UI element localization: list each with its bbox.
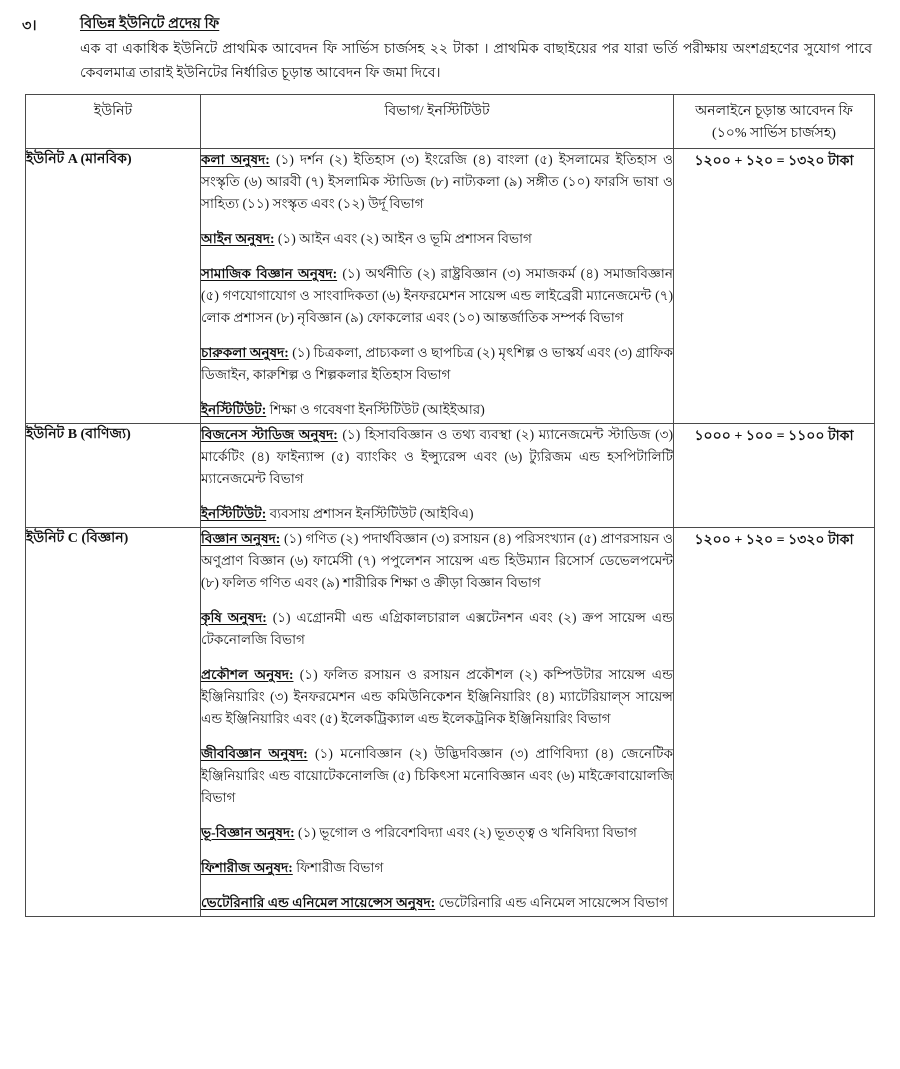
table-row [26,424,875,528]
unit-cell [26,424,201,528]
faculty-group [201,424,673,490]
department-list: শিক্ষা ও গবেষণা ইনস্টিটিউট (আইইআর) [266,402,485,418]
unit-letter: C [67,531,78,547]
faculty-label: আইন অনুষদ: [201,231,275,247]
faculty-group [201,342,673,386]
table-head [26,95,875,149]
faculty-label: ফিশারীজ অনুষদ: [201,860,293,876]
faculty-group [201,399,673,421]
department-list: (১) ভূগোল ও পরিবেশবিদ্যা এবং (২) ভূতত্ত্ব ও খনিবিদ্যা বিভাগ [294,825,637,841]
faculty-label: ভেটেরিনারি এন্ড এনিমেল সায়েন্সেস অনুষদ: [201,895,436,911]
column-header-fee [674,95,875,149]
unit-suffix: (মানবিক) [77,152,132,167]
faculty-label: প্রকৌশল অনুষদ: [201,667,294,683]
faculty-group [201,743,673,809]
faculty-group [201,503,673,525]
department-cell [201,528,674,917]
faculty-label: সামাজিক বিজ্ঞান অনুষদ: [201,266,338,282]
heading-block [0,0,900,86]
faculty-label: ভূ-বিজ্ঞান অনুষদ: [201,825,295,841]
department-list: (১) চিত্রকলা, প্রাচ্যকলা ও ছাপচিত্র (২) মৃৎশিল্প ও ভাস্কর্য এবং (৩) গ্রাফিক ডিজাইন, কারুশিল্প ও শিল্পকলার ইতিহাস বিভাগ [201,345,673,383]
faculty-group [201,228,673,250]
column-header-unit-label: ইউনিট [93,104,133,119]
fee-cell: ১০০০ + ১০০ = ১১০০ টাকা [674,424,875,528]
faculty-label: চারুকলা অনুষদ: [201,345,289,361]
unit-prefix: ইউনিট [26,427,68,443]
unit-suffix: (বিজ্ঞান) [77,531,129,547]
faculty-label: ইনস্টিটিউট: [201,402,267,418]
department-cell [201,149,674,424]
unit-suffix: (বাণিজ্য) [77,427,131,443]
unit-prefix: ইউনিট [26,531,68,547]
unit-cell [26,149,201,424]
column-header-department-label: বিভাগ/ ইনস্টিটিউট [384,104,490,119]
unit-letter: A [67,152,78,167]
faculty-label: বিজ্ঞান অনুষদ: [201,531,281,547]
faculty-label: কৃষি অনুষদ: [201,610,267,626]
faculty-group [201,149,673,215]
column-header-department [201,95,674,149]
fee-table [25,94,875,917]
table-row [26,528,875,917]
faculty-group [201,892,673,914]
department-cell [201,424,674,528]
table-header-row [26,95,875,149]
department-list: ভেটেরিনারি এন্ড এনিমেল সায়েন্সেস বিভাগ [435,895,669,911]
department-list: (১) দর্শন (২) ইতিহাস (৩) ইংরেজি (৪) বাংলা (৫) ইসলামের ইতিহাস ও সংস্কৃতি (৬) আরবী (৭) ইসলামিক স্টাডিজ (৮) নাট্যকলা (৯) সঙ্গীত (১০) ফারসি ভাষা ও সাহিত্য (১১) সংস্কৃত এবং (১২) উর্দূ বিভাগ [201,152,674,212]
faculty-label: জীববিজ্ঞান অনুষদ: [201,746,308,762]
unit-prefix: ইউনিট [26,152,68,167]
department-list: (১) অর্থনীতি (২) রাষ্ট্রবিজ্ঞান (৩) সমাজকর্ম (৪) সমাজবিজ্ঞান (৫) গণযোগাযোগ ও সাংবাদিকতা (৬) ইনফরমেশন সায়েন্স এন্ড লাইব্রেরী ম্যানেজমেন্ট (৭) লোক প্রশাসন (৮) নৃবিজ্ঞান (৯) ফোকলোর এবং (১০) আন্তর্জাতিক সম্পর্ক বিভাগ [201,266,673,326]
column-header-fee-line1: অনলাইনে চূড়ান্ত আবেদন ফি [695,104,853,119]
faculty-label: কলা অনুষদ: [201,152,270,167]
department-list: (১) হিসাববিজ্ঞান ও তথ্য ব্যবস্থা (২) ম্যানেজমেন্ট স্টাডিজ (৩) মার্কেটিং (৪) ফাইন্যান্স (৫) ব্যাংকিং ও ইন্স্যুরেন্স এবং (৬) ট্যুরিজম এন্ড হসপিটালিটি ম্যানেজমেন্ট বিভাগ [201,427,674,487]
faculty-label: ইনস্টিটিউট: [201,506,267,522]
faculty-group [201,263,673,329]
department-list: (১) এগ্রোনমী এন্ড এগ্রিকালচারাল এক্সটেনশন এবং (২) ক্রপ সায়েন্স এন্ড টেকনোলজি বিভাগ [201,610,673,648]
table-row [26,149,875,424]
page-title: বিভিন্ন ইউনিটে প্রদেয় ফি [80,16,220,32]
heading-body [80,14,874,86]
column-header-fee-line2: (১০% সার্ভিস চার্জসহ) [712,125,836,141]
department-list: ব্যবসায় প্রশাসন ইনস্টিটিউট (আইবিএ) [266,506,474,522]
faculty-group [201,664,673,730]
heading-number: ৩। [22,18,37,34]
unit-cell [26,528,201,917]
faculty-group [201,528,673,594]
faculty-group [201,607,673,651]
department-list: (১) আইন এবং (২) আইন ও ভূমি প্রশাসন বিভাগ [274,231,532,247]
table-body [26,149,875,917]
department-list: (১) ফলিত রসায়ন ও রসায়ন প্রকৌশল (২) কম্পিউটার সায়েন্স এন্ড ইঞ্জিনিয়ারিং (৩) ইনফরমেশন এন্ড কমিউনিকেশন ইঞ্জিনিয়ারিং (৪) ম্যাটেরিয়াল্স সায়েন্স এন্ড ইঞ্জিনিয়ারিং এবং (৫) ইলেকট্রিক্যাল এন্ড ইলেকট্রনিক ইঞ্জিনিয়ারিং বিভাগ [201,667,673,727]
faculty-group [201,857,673,879]
department-list: (১) মনোবিজ্ঞান (২) উদ্ভিদবিজ্ঞান (৩) প্রাণিবিদ্যা (৪) জেনেটিক ইঞ্জিনিয়ারিং এন্ড বায়োটেকনোলজি (৫) চিকিৎসা মনোবিজ্ঞান এবং (৬) মাইক্রোবায়োলজি বিভাগ [201,746,673,806]
faculty-label: বিজনেস স্টাডিজ অনুষদ: [201,427,338,443]
department-list: ফিশারীজ বিভাগ [292,860,384,876]
fee-cell: ১২০০ + ১২০ = ১৩২০ টাকা [674,149,875,424]
column-header-unit [26,95,201,149]
faculty-group [201,822,673,844]
unit-letter: B [67,427,78,443]
department-list: (১) গণিত (২) পদার্থবিজ্ঞান (৩) রসায়ন (৪) পরিসংখ্যান (৫) প্রাণরসায়ন ও অণুপ্রাণ বিজ্ঞান (৬) ফার্মেসী (৭) পপুলেশন সায়েন্স এন্ড হিউম্যান রিসোর্স ডেভেলপমেন্ট (৮) ফলিত গণিত এবং (৯) শারীরিক শিক্ষা ও ক্রীড়া বিজ্ঞান বিভাগ [201,531,673,591]
fee-cell: ১২০০ + ১২০ = ১৩২০ টাকা [674,528,875,917]
heading-paragraph: এক বা একাধিক ইউনিটে প্রাথমিক আবেদন ফি সার্ভিস চার্জসহ ২২ টাকা । প্রাথমিক বাছাইয়ের পর যারা ভর্তি পরীক্ষায় অংশগ্রহণের সুযোগ পাবে কেবলমাত্র তারাই ইউনিটের নির্ধারিত চূড়ান্ত আবেদন ফি জমা দিবে। [80,41,872,81]
